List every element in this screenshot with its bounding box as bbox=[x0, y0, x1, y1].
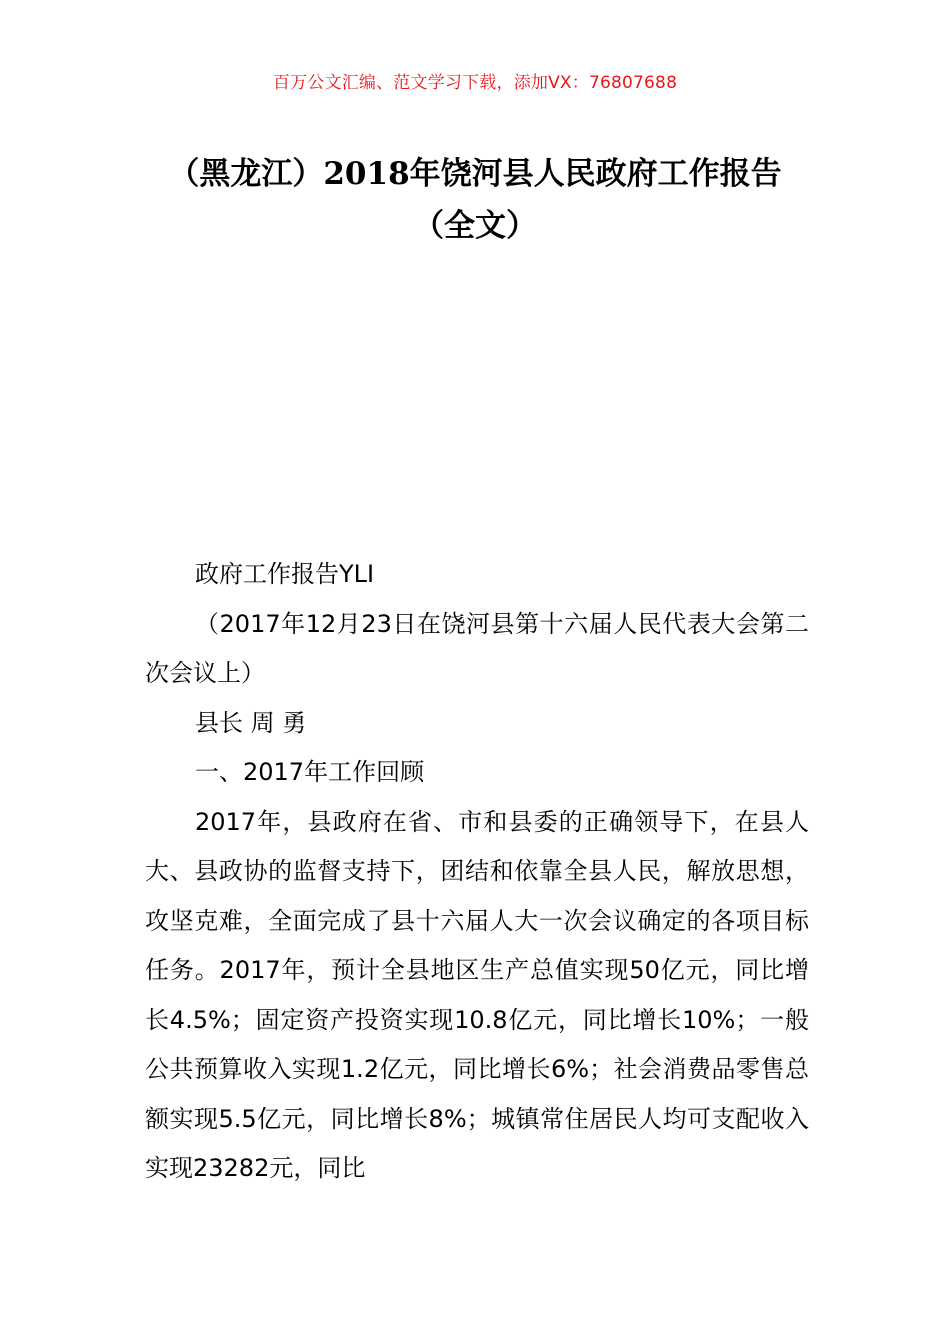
paragraph-report-name: 政府工作报告YLI bbox=[195, 560, 375, 588]
section-heading: 一、2017年工作回顾 bbox=[195, 758, 425, 786]
paragraph-review: 2017年，县政府在省、市和县委的正确领导下，在县人大、县政协的监督支持下，团结和依靠全县人民，解放思想，攻坚克难，全面完成了县十六届人大一次会议确定的各项目标任务。2017年，预计全县地区生产总值实现50亿元，同比增长4.5%；固定资产投资实现10.8亿元，同比增长10%；一般公共预算收入实现1.2亿元，同比增长6%；社会消费品零售总额实现5.5亿元，同比增长8%；城镇常住居民人均可支配收入实现23282元，同比 bbox=[145, 807, 809, 1182]
document-body bbox=[145, 550, 809, 1194]
header-note: 百万公文汇编、范文学习下载，添加VX：76807688 bbox=[272, 73, 678, 93]
paragraph-speaker: 县长 周 勇 bbox=[195, 708, 307, 737]
document-title: （黑龙江）2018年饶河县人民政府工作报告（全文） bbox=[168, 156, 782, 244]
paragraph-meeting-info: （2017年12月23日在饶河县第十六届人民代表大会第二次会议上） bbox=[145, 609, 809, 687]
